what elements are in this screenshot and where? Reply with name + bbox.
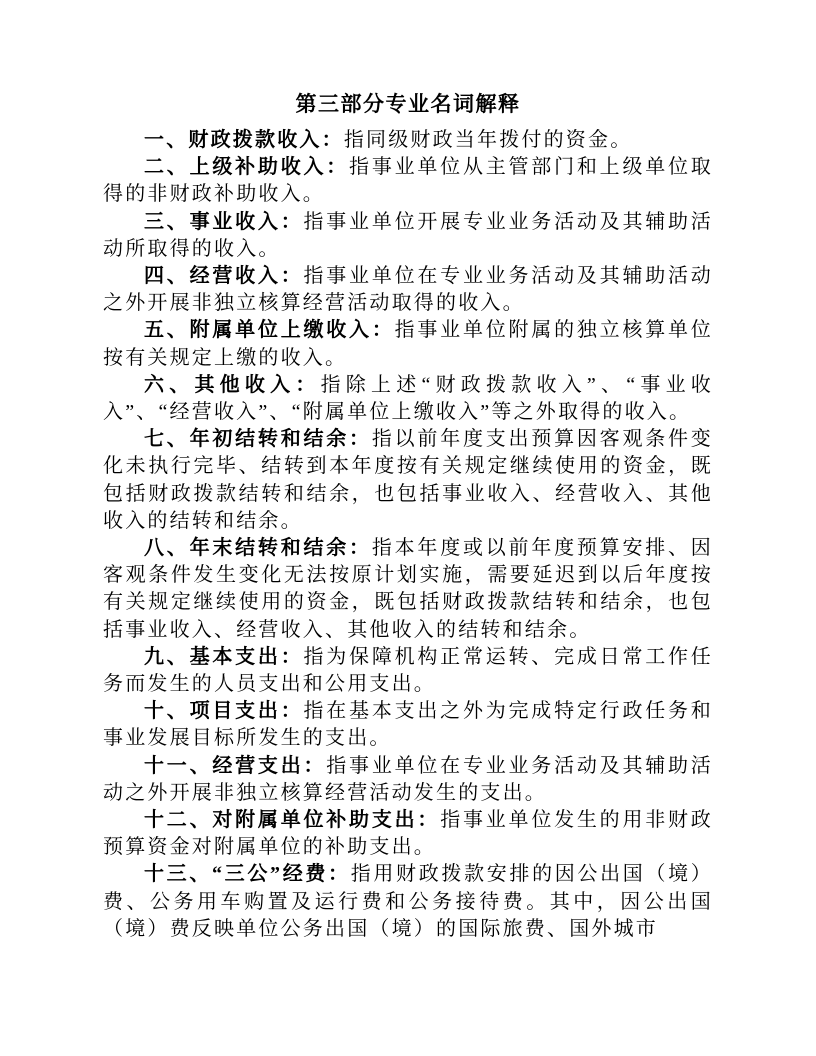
definition-item	[103, 426, 713, 535]
term-label: 六、其他收入：	[144, 373, 321, 396]
definition-text: 指以前年度支出预算因客观条件变化未执行完毕、结转到本年度按有关规定继续使用的资金，既包括财政拨款结转和结余，也包括事业收入、经营收入、其他收入的结转和结余。	[103, 428, 714, 532]
definition-text: 指用财政拨款安排的因公出国（境）费、公务用车购置及运行费和公务接待费。其中，因公出国（境）费反映单位公务出国（境）的国际旅费、国外城市	[103, 863, 713, 940]
definition-item	[103, 263, 713, 317]
definition-text: 指为保障机构正常运转、完成日常工作任务而发生的人员支出和公用支出。	[103, 645, 713, 696]
page-title: 第三部分专业名词解释	[295, 92, 521, 116]
definition-item	[103, 209, 713, 263]
definition-item	[103, 698, 713, 752]
term-label: 十、项目支出：	[144, 700, 304, 723]
term-label: 十二、对附属单位补助支出：	[144, 809, 441, 832]
definition-item	[103, 372, 713, 426]
definition-item	[103, 127, 713, 154]
term-label: 一、财政拨款收入：	[144, 129, 344, 151]
definition-text: 指同级财政当年拨付的资金。	[343, 129, 633, 151]
term-label: 五、附属单位上缴收入：	[144, 319, 395, 342]
definition-item	[103, 807, 713, 861]
term-label: 三、事业收入：	[144, 210, 304, 233]
definition-text: 指事业单位在专业业务活动及其辅助活动之外开展非独立核算经营活动发生的支出。	[103, 754, 713, 804]
definition-text: 指事业单位从主管部门和上级单位取得的非财政补助收入。	[103, 156, 713, 206]
definition-item	[103, 753, 713, 807]
definition-item	[103, 535, 713, 644]
definition-text: 指事业单位开展专业业务活动及其辅助活动所取得的收入。	[103, 210, 713, 260]
definition-item	[103, 644, 713, 698]
term-label: 七、年初结转和结余：	[144, 428, 372, 451]
term-label: 九、基本支出：	[144, 645, 304, 668]
term-label: 十一、经营支出：	[144, 754, 327, 777]
definition-text: 指事业单位附属的独立核算单位按有关规定上缴的收入。	[103, 319, 713, 369]
definition-text: 指事业单位发生的用非财政预算资金对附属单位的补助支出。	[103, 809, 713, 859]
definition-item	[103, 861, 713, 943]
term-label: 四、经营收入：	[144, 265, 304, 288]
term-label: 八、年末结转和结余：	[144, 537, 372, 560]
definition-text: 指本年度或以前年度预算安排、因客观条件发生变化无法按原计划实施，需要延迟到以后年度按有关规定继续使用的资金，既包括财政拨款结转和结余，也包括事业收入、经营收入、其他收入的结转和结余。	[103, 537, 714, 641]
definition-text: 指除上述“财政拨款收入”、“事业收入”、“经营收入”、“附属单位上缴收入”等之外取得的收入。	[103, 373, 714, 424]
term-label: 十三、“三公”经费：	[144, 863, 351, 886]
definition-text: 指在基本支出之外为完成特定行政任务和事业发展目标所发生的支出。	[103, 700, 713, 750]
definition-text: 指事业单位在专业业务活动及其辅助活动之外开展非独立核算经营活动取得的收入。	[103, 265, 713, 315]
definition-item	[103, 317, 713, 371]
definition-item	[103, 154, 713, 208]
term-label: 二、上级补助收入：	[144, 156, 350, 179]
